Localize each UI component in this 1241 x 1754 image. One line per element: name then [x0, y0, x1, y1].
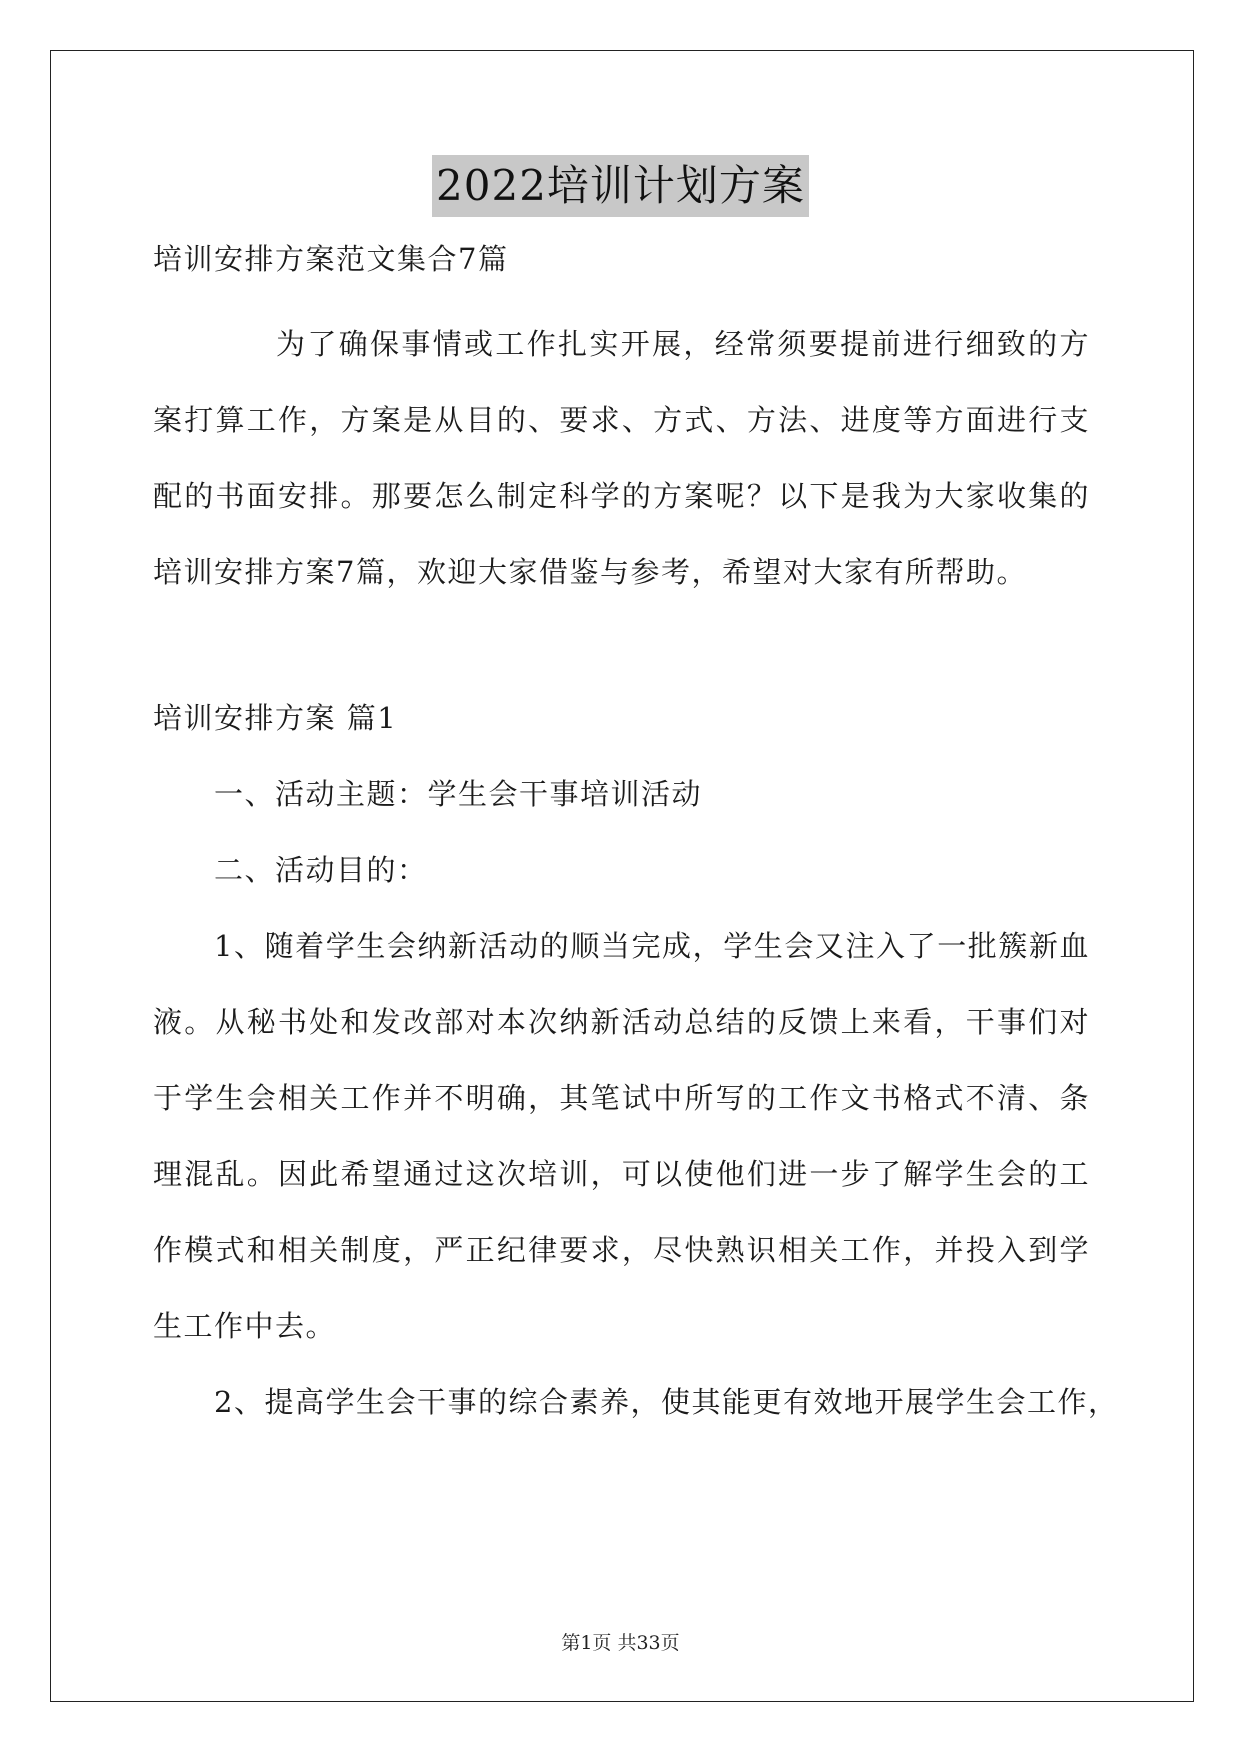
intro-line-3: 配的书面安排。那要怎么制定科学的方案呢？以下是我为大家收集的 [153, 479, 1090, 513]
intro-line-4: 培训安排方案7篇，欢迎大家借鉴与参考，希望对大家有所帮助。 [153, 555, 1027, 589]
activity-theme: 一、活动主题：学生会干事培训活动 [214, 777, 703, 811]
purpose-1-line-6: 生工作中去。 [153, 1309, 337, 1343]
purpose-1-line-3: 于学生会相关工作并不明确，其笔试中所写的工作文书格式不清、条 [153, 1081, 1090, 1115]
purpose-1-line-4: 理混乱。因此希望通过这次培训，可以使他们进一步了解学生会的工 [153, 1157, 1090, 1191]
intro-line-1: 为了确保事情或工作扎实开展，经常须要提前进行细致的方 [276, 327, 1090, 361]
intro-line-2: 案打算工作，方案是从目的、要求、方式、方法、进度等方面进行支 [153, 403, 1090, 437]
purpose-1-line-5: 作模式和相关制度，严正纪律要求，尽快熟识相关工作，并投入到学 [153, 1233, 1090, 1267]
subtitle-line: 培训安排方案范文集合7篇 [153, 242, 509, 276]
title-container [0, 155, 1241, 217]
page-footer: 第1页 共33页 [561, 1632, 680, 1654]
activity-purpose-heading: 二、活动目的： [214, 853, 428, 887]
section-heading: 培训安排方案 篇1 [153, 701, 398, 735]
purpose-1-line-1: 1、随着学生会纳新活动的顺当完成，学生会又注入了一批簇新血 [214, 929, 1090, 963]
purpose-1-line-2: 液。从秘书处和发改部对本次纳新活动总结的反馈上来看，干事们对 [153, 1005, 1090, 1039]
document-title: 2022培训计划方案 [432, 155, 809, 217]
purpose-2-line-1: 2、提高学生会干事的综合素养，使其能更有效地开展学生会工作， [214, 1385, 1119, 1419]
